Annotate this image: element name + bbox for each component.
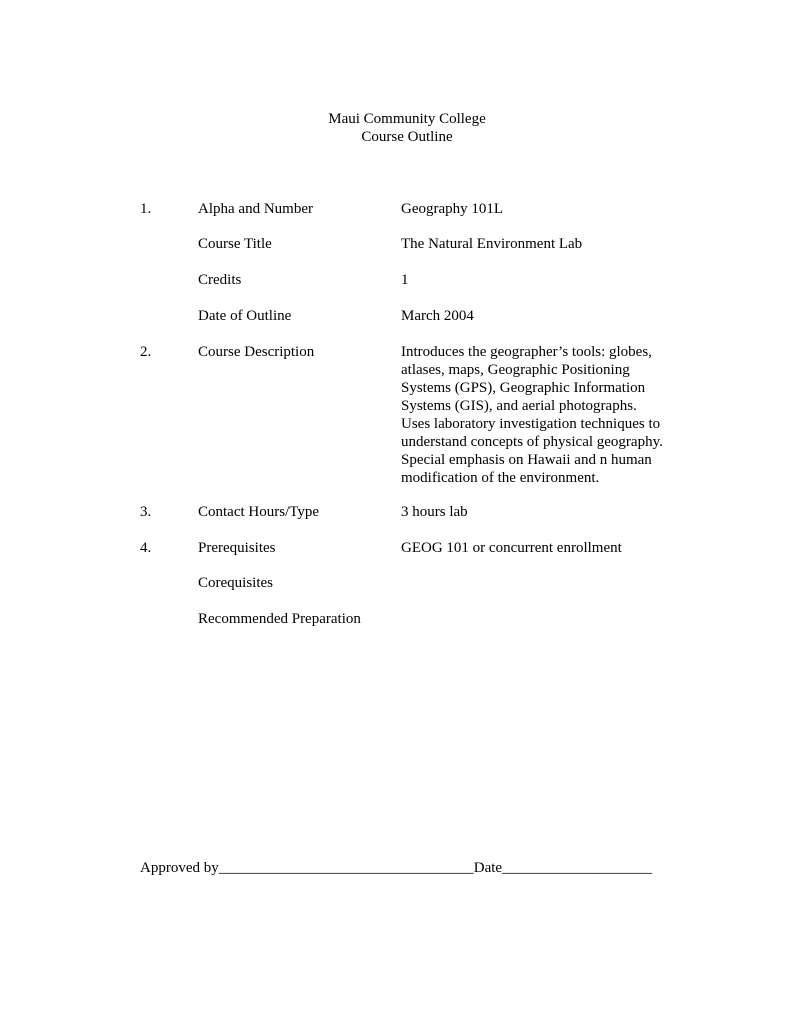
description-line: Systems (GIS), and aerial photographs. [401, 398, 637, 414]
field-value: 1 [401, 272, 409, 288]
field-label: Corequisites [198, 575, 273, 591]
item-number: 3. [140, 504, 152, 520]
field-label: Alpha and Number [198, 201, 313, 217]
field-value: March 2004 [401, 308, 474, 324]
description-line: Systems (GPS), Geographic Information [401, 380, 646, 396]
item-number: 4. [140, 540, 152, 556]
field-label: Credits [198, 272, 242, 288]
approval-date-field: Date____________________ [473, 860, 653, 876]
college-name: Maui Community College [328, 111, 486, 127]
item-number: 2. [140, 344, 152, 360]
document-header [0, 110, 791, 146]
item-number: 1. [140, 201, 152, 217]
description-line: understand concepts of physical geography. [401, 434, 663, 450]
field-label: Date of Outline [198, 308, 292, 324]
field-value: The Natural Environment Lab [401, 236, 583, 252]
field-value: Geography 101L [401, 201, 504, 217]
description-line: modification of the environment. [401, 470, 600, 486]
description-line: Uses laboratory investigation techniques to [401, 416, 661, 432]
document-title: Course Outline [361, 129, 453, 145]
field-label: Course Description [198, 344, 315, 360]
field-label: Course Title [198, 236, 272, 252]
approval-line [140, 859, 652, 877]
field-value: GEOG 101 or concurrent enrollment [401, 540, 622, 556]
approved-by-field: Approved by__________________________________ [140, 860, 474, 876]
field-value: 3 hours lab [401, 504, 468, 520]
field-label: Contact Hours/Type [198, 504, 320, 520]
course-description-text [401, 343, 681, 487]
field-label: Recommended Preparation [198, 611, 361, 627]
description-line: Introduces the geographer’s tools: globes, [401, 344, 652, 360]
description-line: atlases, maps, Geographic Positioning [401, 362, 630, 378]
description-line: Special emphasis on Hawaii and n human [401, 452, 652, 468]
field-label: Prerequisites [198, 540, 276, 556]
